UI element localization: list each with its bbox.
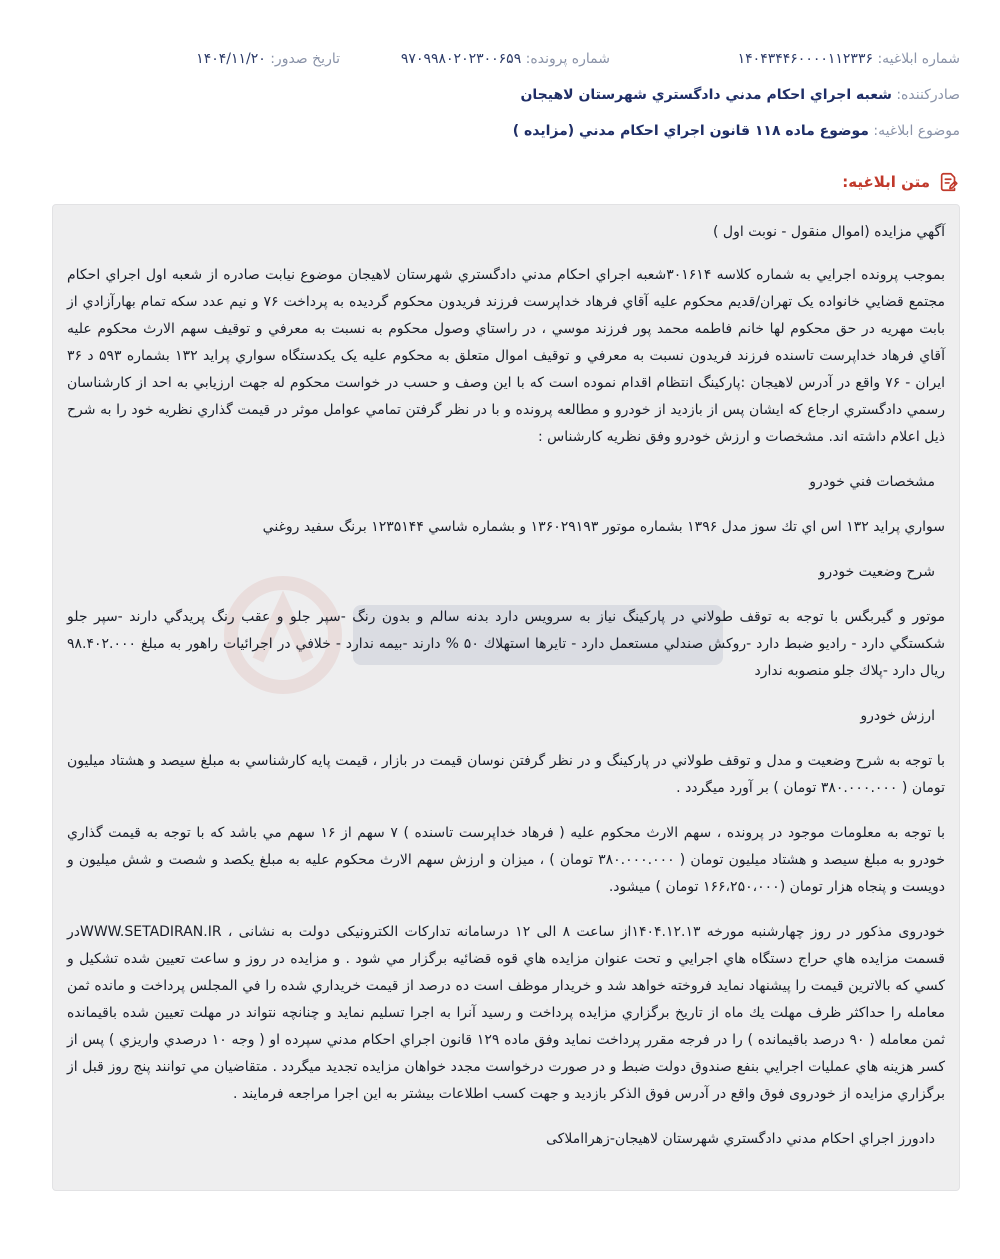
body-paragraph-1: بموجب پرونده اجرايي به شماره کلاسه ۳۰۱۶۱۴شعبه اجراي احکام مدني دادگستري شهرستان لاهيجان موضوع نيابت صادره از شعبه اول اجراي احکام مجتمع قضايي خانواده يک تهران/قديم محکوم عليه آقاي فرهاد خداپرست فرزند فريدون محکوم گرديده به پرداخت ۷۶ و نيم عدد سکه تمام بهارآزادي از بابت مهريه در حق محکوم لها خانم فاطمه محمد پور فرزند موسي ، در راستاي وصول محکوم به نسبت به معرفي و توقيف سهم الارث محکوم عليه آقاي فرهاد خداپرست تاسنده فرزند فريدون نسبت به معرفي و توقيف اموال متعلق به محکوم عليه يک يکدستگاه سواري پرايد ۱۳۲ بشماره ۵۹۳ د ۳۶ ايران - ۷۶ واقع در آدرس لاهيجان :پارکينگ انتظام اقدام نموده است که با اين وصف و حسب در خواست محکوم له جهت ارزيابي به احد از کارشناسان رسمي دادگستري ارجاع که ايشان پس از بازديد از خودرو و مطالعه پرونده و با در نظر گرفتن تمامي عوامل موثر در قيمت گذاري نظريه خود را به شرح ذيل اعلام داشته اند. مشخصات و ارزش خودرو وفق نظريه کارشناس : (67, 267, 946, 445)
file-number-label: شماره پرونده: (525, 51, 610, 67)
notification-number (738, 46, 960, 72)
file-number-value: ۹۷۰۹۹۸۰۲۰۲۳۰۰۶۵۹ (400, 51, 522, 67)
subject-label: موضوع ابلاغيه: (873, 123, 960, 139)
issuer-label: صادرکننده: (896, 87, 960, 103)
notification-body (67, 219, 945, 1153)
issue-date-label: تاريخ صدور: (270, 51, 340, 67)
section-title (842, 168, 960, 196)
signature: دادورز اجراي احکام مدني دادگستري شهرستان لاهيجان-زهرااملاکی (546, 1131, 935, 1147)
condition-heading: شرح وضعيت خودرو (818, 564, 935, 580)
header-meta-row (40, 46, 960, 72)
document-edit-icon (938, 171, 960, 193)
value-heading: ارزش خودرو (860, 708, 935, 724)
file-number (401, 46, 610, 72)
auction-text: خودروی مذکور در روز چهارشنبه مورخه ۱۴۰۴.۱۲.۱۳از ساعت ۸ الی ۱۲ درسامانه تدارکات الکترونیکی دولت به نشانی ، WWW.SETADIRAN.IRدر قسمت مزايده هاي حراج دستگاه هاي اجرايي و تحت عنوان مزايده هاي قوه قضائيه برگزار مي شود . و مزايده در روز و ساعت تعيين شده تشكيل و كسي كه بالاترين قيمت را پيشنهاد نمايد فروخته خواهد شد و خريدار موظف است ده درصد از قيمت خريداري شده را في المجلس پرداخت و مانده ثمن معامله را حداكثر ظرف مهلت يك ماه از تاريخ برگزاري مزايده پرداخت و رسيد آنرا به اجرا تسليم نمايد و چنانچه نتواند در مهلت تعيين شده باقيمانده ثمن معامله ( ۹۰ درصد باقيمانده ) را در فرجه مقرر پرداخت نمايد وفق ماده ۱۲۹ قانون اجراي احكام مدني سپرده او ( وجه ۱۰ درصدي واريزي ) پس از كسر هزينه هاي عمليات اجرايي بنفع صندوق دولت ضبط و در صورت درخواست مجدد خواهان مزايده تجديد ميگردد . متقاضيان مي توانند پنج روز قبل از برگزاري مزايده از خودروی فوق واقع در آدرس فوق الذکر بازديد و جهت كسب اطلاعات بيشتر به اين اجرا مراجعه فرمايند . (67, 924, 945, 1102)
spec-heading: مشخصات فني خودرو (809, 474, 935, 490)
section-title-text: متن ابلاغيه: (842, 173, 930, 191)
condition-text: موتور و گيربگس با توجه به توقف طولاني در پاركينگ نياز به سرويس دارد بدنه سالم و بدون رنگ -سپر جلو و عقب رنگ پريدگي دارند -سپر جلو شکستگي دارد - راديو ضبط دارد -روکش صندلي مستعمل دارد - تايرها استهلاك ۵۰ % دارند -بيمه ندارد - خلافي در اجرائيات راهور به مبلغ ۹۸.۴۰۲.۰۰۰ ريال دارد -پلاك جلو منصوبه ندارد (67, 609, 945, 679)
subject-value: موضوع ماده ۱۱۸ قانون اجراي احکام مدني (مزايده ) (512, 123, 869, 139)
share-text: با توجه به معلومات موجود در پرونده ، سهم الارث محکوم عليه ( فرهاد خداپرست تاسنده ) ۷ سهم از ۱۶ سهم مي باشد که با توجه به قيمت گذاري خودرو به مبلغ سيصد و هشتاد ميليون تومان ( ۳۸۰.۰۰۰.۰۰۰ تومان ) ، ميزان و ارزش سهم الارث محکوم عليه به مبلغ يکصد و شصت و شش ميليون و دويست و پنجاه هزار تومان (۱۶۶،۲۵۰،۰۰۰ تومان ) ميشود. (67, 825, 945, 895)
notification-number-value: ۱۴۰۴۳۴۴۶۰۰۰۰۱۱۲۳۳۶ (737, 51, 873, 67)
notification-content-box (52, 204, 960, 1191)
subject-row (40, 118, 960, 144)
spec-line: سواري پرايد ۱۳۲ اس اي تك سوز مدل ۱۳۹۶ بشماره موتور ۱۳۶۰۲۹۱۹۳ و بشماره شاسي ۱۲۳۵۱۴۴ برنگ سفيد روغني (262, 519, 945, 535)
value-text: با توجه به شرح وضعيت و مدل و توقف طولاني در پاركينگ و در نظر گرفتن نوسان قيمت در بازار ، قيمت پايه كارشناسي به مبلغ سيصد و هشتاد ميليون تومان ( ۳۸۰.۰۰۰.۰۰۰ تومان ) بر آورد ميگردد . (67, 753, 945, 796)
issuer-value: شعبه اجراي احکام مدني دادگستري شهرستان لاهيجان (520, 87, 892, 103)
issuer-row (40, 82, 960, 108)
notification-number-label: شماره ابلاغيه: (877, 51, 960, 67)
body-heading: آگهي مزايده (اموال منقول - نوبت اول ) (713, 224, 945, 240)
issue-date (196, 46, 340, 72)
issue-date-value: ۱۴۰۴/۱۱/۲۰ (196, 51, 266, 67)
